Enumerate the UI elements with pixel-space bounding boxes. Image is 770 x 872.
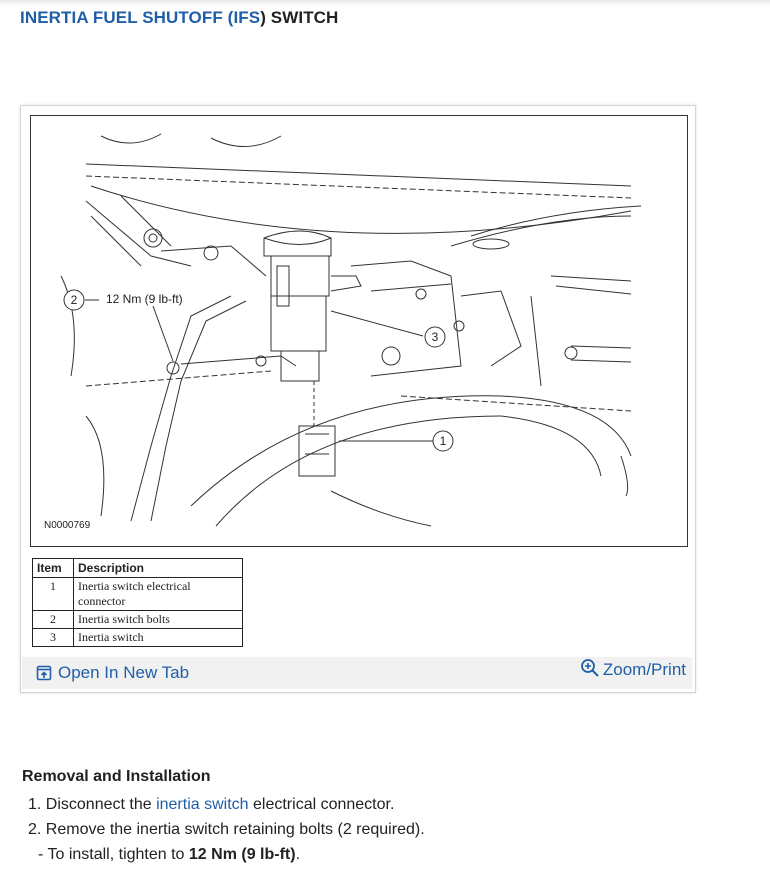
inertia-switch-link[interactable]: inertia switch	[156, 796, 249, 813]
zoom-print-label: Zoom/Print	[602, 660, 686, 679]
step1-prefix: 1. Disconnect the	[28, 796, 157, 813]
title-abbr-link[interactable]: IFS	[233, 8, 261, 27]
legend-row	[33, 629, 243, 647]
illustration-drawing	[31, 116, 687, 546]
figure-id: N0000769	[44, 520, 91, 531]
open-new-tab-icon	[36, 665, 52, 681]
zoom-in-icon	[580, 658, 600, 678]
legend-header-item: Item	[33, 559, 74, 578]
substep-prefix: - To install, tighten to	[38, 846, 189, 863]
legend-item-description: Inertia switch	[74, 629, 243, 647]
torque-value: 12 Nm (9 lb-ft)	[188, 846, 296, 863]
title-part2: ) SWITCH	[260, 8, 339, 27]
legend-item-number: 1	[33, 578, 74, 611]
legend-item-number: 3	[33, 629, 74, 647]
substep-suffix: .	[295, 846, 301, 863]
legend-item-description: Inertia switch bolts	[74, 611, 243, 629]
section-heading: Removal and Installation	[22, 768, 211, 785]
top-shadow	[0, 0, 770, 6]
step-2-substep	[28, 842, 425, 867]
step1-suffix: electrical connector.	[248, 796, 395, 813]
step-2: 2. Remove the inertia switch retaining bolts (2 required).	[28, 821, 425, 838]
callout-number-1: 1	[439, 434, 447, 448]
legend-header-description: Description	[74, 559, 243, 578]
torque-label: 12 Nm (9 lb-ft)	[106, 292, 183, 306]
callout-number-3: 3	[431, 330, 439, 344]
page-title	[20, 8, 338, 28]
zoom-print-button[interactable]	[580, 660, 686, 680]
open-in-new-tab-button[interactable]	[36, 663, 189, 683]
step-1	[28, 792, 425, 817]
callout-number-2: 2	[70, 293, 78, 307]
figure-toolbar	[22, 657, 692, 689]
open-in-new-tab-label: Open In New Tab	[58, 663, 190, 682]
title-part1: INERTIA FUEL SHUTOFF (	[20, 8, 234, 27]
technical-illustration[interactable]	[30, 115, 688, 547]
legend-row	[33, 578, 243, 611]
legend-item-description: Inertia switch electrical connector	[74, 578, 243, 611]
legend-table	[32, 558, 243, 647]
legend-row	[33, 611, 243, 629]
legend-item-number: 2	[33, 611, 74, 629]
legend-header-row	[33, 559, 243, 578]
procedure-steps	[28, 792, 425, 867]
